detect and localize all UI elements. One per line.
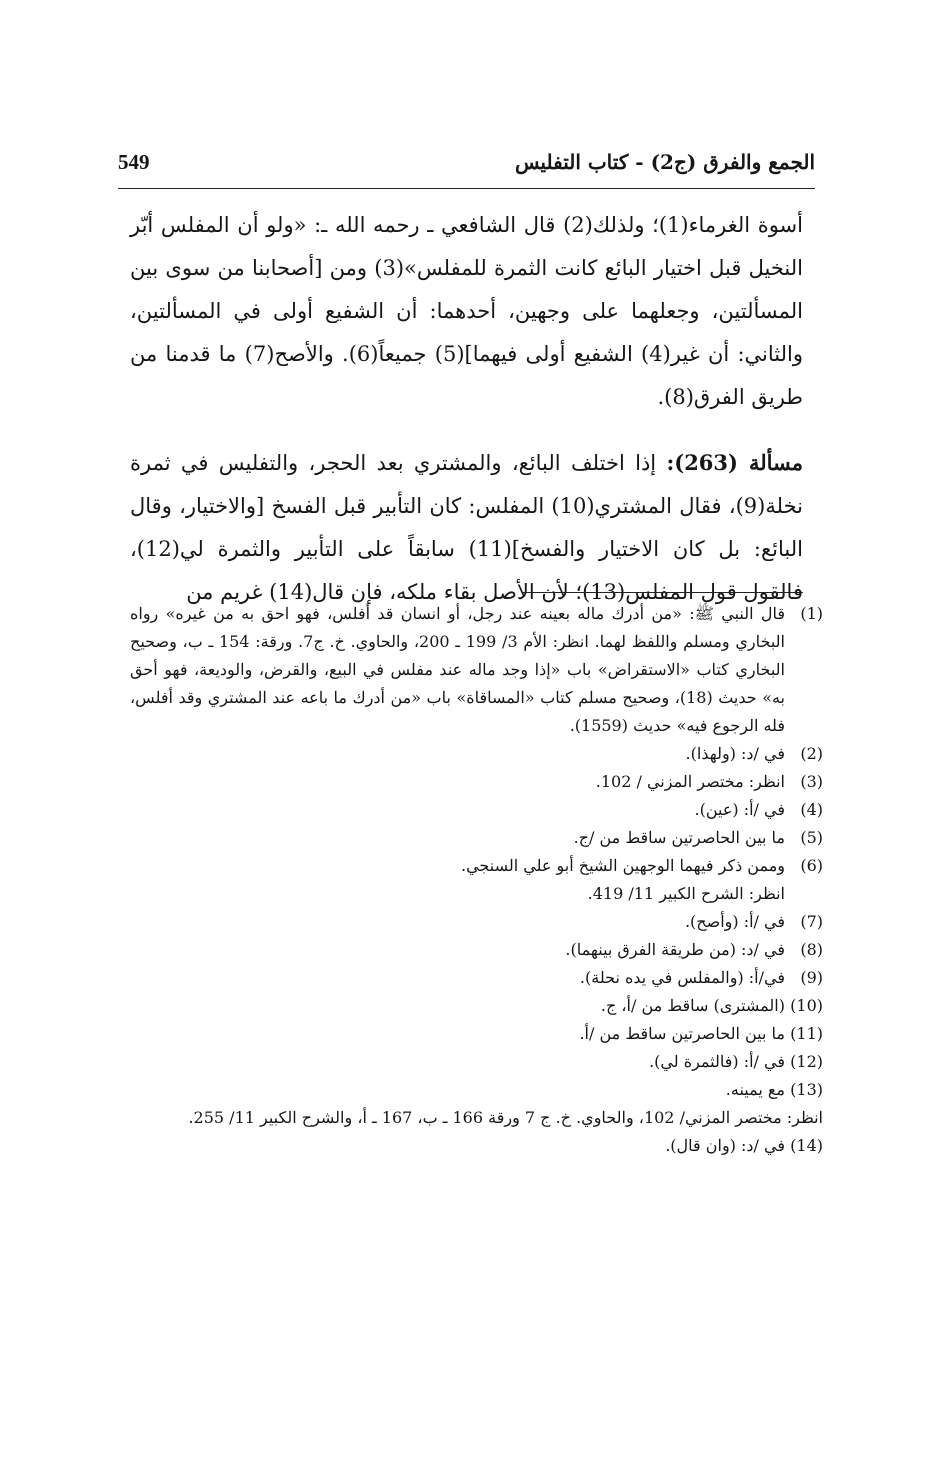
paragraph-1: أسوة الغرماء(1)؛ ولذلك(2) قال الشافعي ـ رحمه الله ـ: «ولو أن المفلس أبّر النخيل قبل اختيار البائع كانت الثمرة للمفلس»(3) ومن [أصحابنا من سوى بين المسألتين، وجعلهما على وجهين، أحدهما: أن الشفيع أولى في المسألتين، والثاني: أن غير(4) الشفيع أولى فيهما](5) جميعاً(6). والأصح(7) ما قدمنا من طريق الفرق(8).: [130, 213, 804, 409]
footnote: [130, 936, 823, 964]
footnote-text: (المشترى) ساقط من /أ، ج.: [600, 996, 785, 1015]
footnote-number: (12): [790, 1052, 823, 1071]
footnote: [130, 768, 823, 796]
page-number: 549: [118, 149, 150, 174]
footnote-number: (9): [800, 968, 823, 987]
footnote-number: (11): [790, 1024, 823, 1043]
footnote-text: وممن ذكر فيهما الوجهين الشيخ أبو علي السنجي.: [461, 856, 785, 875]
footnote: [130, 600, 823, 740]
footnote: [130, 1132, 823, 1160]
footnote: [130, 1076, 823, 1104]
footnote-text: في /أ: (وأصح).: [684, 912, 785, 931]
footnote-separator: [523, 592, 803, 593]
footnote-number: (6): [800, 856, 823, 875]
footnote-number: (5): [800, 828, 823, 847]
footnote-text: في /د: (وان قال).: [665, 1136, 785, 1155]
footnote: [130, 740, 823, 768]
issue-label: مسألة (263):: [666, 450, 803, 475]
footnotes: [130, 600, 823, 1160]
footnote-continuation: انظر: مختصر المزني/ 102، والحاوي. خ. ج 7 ورقة 166 ـ ب، 167 ـ أ، والشرح الكبير 11/ 255.: [188, 1108, 823, 1127]
footnote-number: (3): [800, 772, 823, 791]
footnote-text: في /د: (من طريقة الفرق بينهما).: [565, 940, 785, 959]
footnote-text: قال النبي ﷺ: «من أدرك ماله بعينه عند رجل، أو انسان قد أفلس، فهو احق به من غيره» رواه البخاري ومسلم واللفظ لهما. انظر: الأم 3/ 199 ـ 200، والحاوي. خ. ج7. ورقة: 154 ـ ب، وصحيح البخاري كتاب «الاستقراض» باب «إذا وجد ماله عند مفلس في البيع، والقرض، والوديعة، فهو أحق به» حديث (18)، وصحيح مسلم كتاب «المساقاة» باب «من أدرك ما باعه عند المشتري وقد أفلس، فله الرجوع فيه» حديث (1559).: [130, 604, 786, 735]
footnote-number: (14): [790, 1136, 823, 1155]
footnote-number: (2): [800, 744, 823, 763]
footnote: [130, 964, 823, 992]
footnote-number: (8): [800, 940, 823, 959]
footnote: [130, 1048, 823, 1076]
running-title: الجمع والفرق (ج2) - كتاب التفليس: [514, 150, 815, 174]
main-text: [130, 204, 803, 614]
issue-line-1: إذا اختلف البائع، والمشتري بعد الحجر، والتفليس في ثمرة: [130, 451, 657, 475]
footnote-text: في/أ: (والمفلس في يده نحلة).: [579, 968, 785, 987]
footnote-text: ما بين الحاصرتين ساقط من /أ.: [579, 1024, 785, 1043]
footnote: [130, 852, 823, 880]
page-header: [118, 140, 815, 184]
footnote-continuation: انظر: الشرح الكبير 11/ 419.: [587, 884, 785, 903]
footnote-text: في /أ: (عين).: [694, 800, 785, 819]
footnote-number: (13): [790, 1080, 823, 1099]
issue-continuation: نخلة(9)، فقال المشتري(10) المفلس: كان التأبير قبل الفسخ [والاختيار، وقال البائع: بل كان الاختيار والفسخ](11) سابقاً على التأبير والثمرة لي(12)، فالقول قول المفلس(13)؛ لأن الأصل بقاء ملكه، فإن قال(14) غريم من: [130, 494, 803, 604]
footnote-number: (1): [800, 604, 823, 623]
footnote: [130, 992, 823, 1020]
footnote-number: (10): [790, 996, 823, 1015]
footnote-text: ما بين الحاصرتين ساقط من /ج.: [573, 828, 785, 847]
footnote: [130, 908, 823, 936]
footnote-number: (7): [800, 912, 823, 931]
footnote-text: في /أ: (فالثمرة لي).: [649, 1052, 785, 1071]
footnote-text: مع يمينه.: [725, 1080, 785, 1099]
footnote: [130, 824, 823, 852]
footnote: [130, 1020, 823, 1048]
footnote-text: في /د: (ولهذا).: [685, 744, 785, 763]
issue-paragraph: [130, 441, 803, 614]
header-rule: [118, 188, 815, 189]
footnote-number: (4): [800, 800, 823, 819]
footnote: [130, 796, 823, 824]
footnote-text: انظر: مختصر المزني / 102.: [595, 772, 785, 791]
